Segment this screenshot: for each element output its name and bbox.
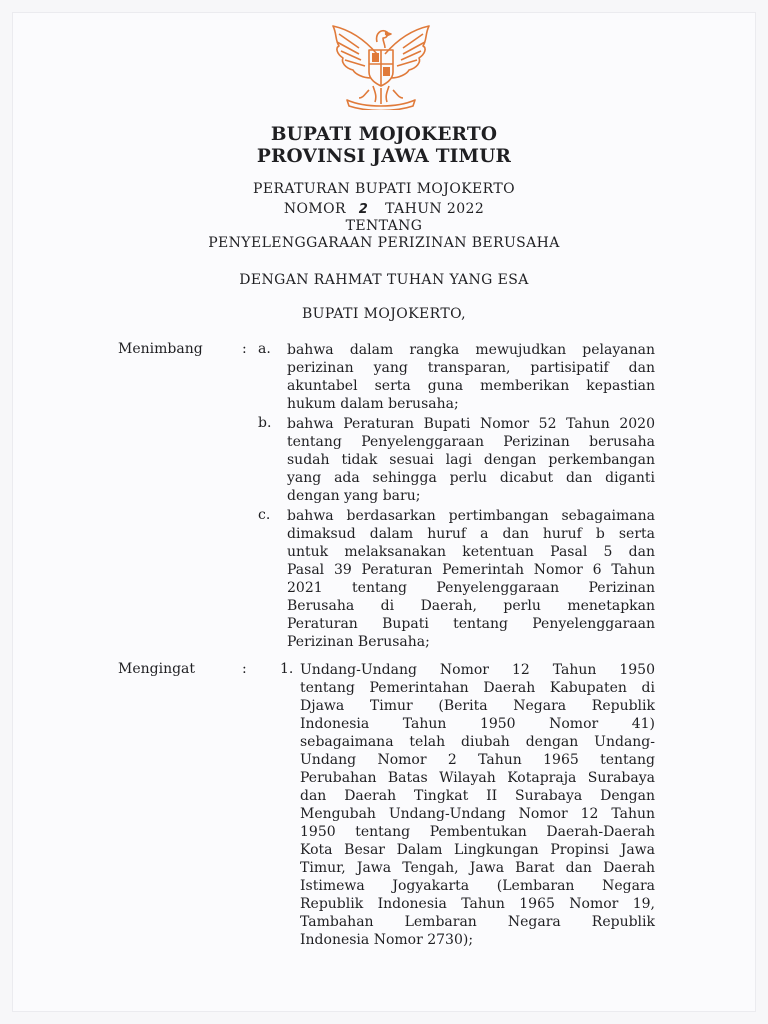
menimbang-item-line: dengan yang baru; <box>287 488 421 504</box>
menimbang-item-line: Peraturan Bupati tentang Penyelenggaraan <box>287 616 655 632</box>
regulation-number <box>0 201 768 217</box>
mengingat-item-line: Kota Besar Dalam Lingkungan Propinsi Jawa <box>300 842 655 858</box>
mengingat-item-line: Istimewa Jogyakarta (Lembaran Negara <box>300 878 655 894</box>
menimbang-item-line: yang ada sehingga perlu dicabut dan diganti <box>287 470 655 486</box>
menimbang-item-line: 2021 tentang Penyelenggaraan Perizinan <box>287 580 655 596</box>
menimbang-item-line: akuntabel serta guna memberikan kepastian <box>287 378 655 394</box>
mengingat-item-line: Timur, Jawa Tengah, Jawa Barat dan Daerah <box>300 860 655 876</box>
mengingat-item-marker: 1. <box>280 661 294 677</box>
menimbang-item-marker: c. <box>258 507 271 523</box>
header-title-line1: BUPATI MOJOKERTO <box>270 124 498 145</box>
tahun-label: TAHUN 2022 <box>385 201 485 217</box>
menimbang-item-marker: b. <box>258 415 272 431</box>
blessing-line: DENGAN RAHMAT TUHAN YANG ESA <box>239 272 529 288</box>
mengingat-colon: : <box>242 661 247 677</box>
menimbang-item-line: Perizinan Berusaha; <box>287 634 430 650</box>
menimbang-item-line: bahwa dalam rangka mewujudkan pelayanan <box>287 342 655 358</box>
mengingat-item-line: Djawa Timur (Berita Negara Republik <box>300 698 655 714</box>
menimbang-item-line: perizinan yang transparan, partisipatif dan <box>287 360 655 376</box>
mengingat-item-line: Undang Nomor 2 Tahun 1965 tentang <box>300 752 655 768</box>
menimbang-colon: : <box>242 341 247 357</box>
garuda-pancasila-icon <box>325 20 437 110</box>
mengingat-item-line: tentang Pemerintahan Daerah Kabupaten di <box>300 680 655 696</box>
menimbang-item-text <box>287 507 655 651</box>
menimbang-item-line: Pasal 39 Peraturan Pemerintah Nomor 6 Tahun <box>287 562 655 578</box>
menimbang-item-line: untuk melaksanakan ketentuan Pasal 5 dan <box>287 544 655 560</box>
menimbang-item-text <box>287 415 655 505</box>
nomor-label: NOMOR <box>283 201 346 217</box>
mengingat-item-line: Mengubah Undang-Undang Nomor 12 Tahun <box>300 806 655 822</box>
menimbang-item-line: bahwa Peraturan Bupati Nomor 52 Tahun 2020 <box>287 416 655 432</box>
nomor-value: 2 <box>358 202 369 217</box>
mengingat-item-line: Republik Indonesia Tahun 1965 Nomor 19, <box>300 896 655 912</box>
menimbang-item-line: hukum dalam berusaha; <box>287 396 459 412</box>
menimbang-item-line: sudah tidak sesuai lagi dengan perkembangan <box>287 452 655 468</box>
regulation-title: PERATURAN BUPATI MOJOKERTO <box>253 181 515 197</box>
menimbang-label: Menimbang <box>118 341 203 357</box>
menimbang-item-marker: a. <box>258 341 271 357</box>
menimbang-item-line: bahwa berdasarkan pertimbangan sebagaimana <box>287 508 655 524</box>
mengingat-item-line: Tambahan Lembaran Negara Republik <box>300 914 655 930</box>
regulation-subject: PENYELENGGARAAN PERIZINAN BERUSAHA <box>208 235 560 251</box>
authority-line: BUPATI MOJOKERTO, <box>301 306 466 322</box>
mengingat-item-line: Indonesia Tahun 1950 Nomor 41) <box>300 716 655 732</box>
menimbang-item-line: Berusaha di Daerah, perlu menetapkan <box>287 598 655 614</box>
mengingat-label: Mengingat <box>118 661 196 677</box>
menimbang-item-line: tentang Penyelenggaraan Perizinan berusaha <box>287 434 655 450</box>
header-title-line2: PROVINSI JAWA TIMUR <box>256 146 512 167</box>
tentang-label: TENTANG <box>345 218 423 234</box>
menimbang-item-line: dimaksud dalam huruf a dan huruf b serta <box>287 526 655 542</box>
mengingat-item-line: Indonesia Nomor 2730); <box>300 932 474 948</box>
mengingat-item-line: 1950 tentang Pembentukan Daerah-Daerah <box>300 824 655 840</box>
mengingat-item-line: dan Daerah Tingkat II Surabaya Dengan <box>300 788 655 804</box>
mengingat-item-text <box>300 661 655 949</box>
mengingat-item-line: Undang-Undang Nomor 12 Tahun 1950 <box>300 662 655 678</box>
menimbang-item-text <box>287 341 655 413</box>
mengingat-item-line: sebagaimana telah diubah dengan Undang- <box>300 734 655 750</box>
mengingat-item-line: Perubahan Batas Wilayah Kotapraja Surabaya <box>300 770 655 786</box>
